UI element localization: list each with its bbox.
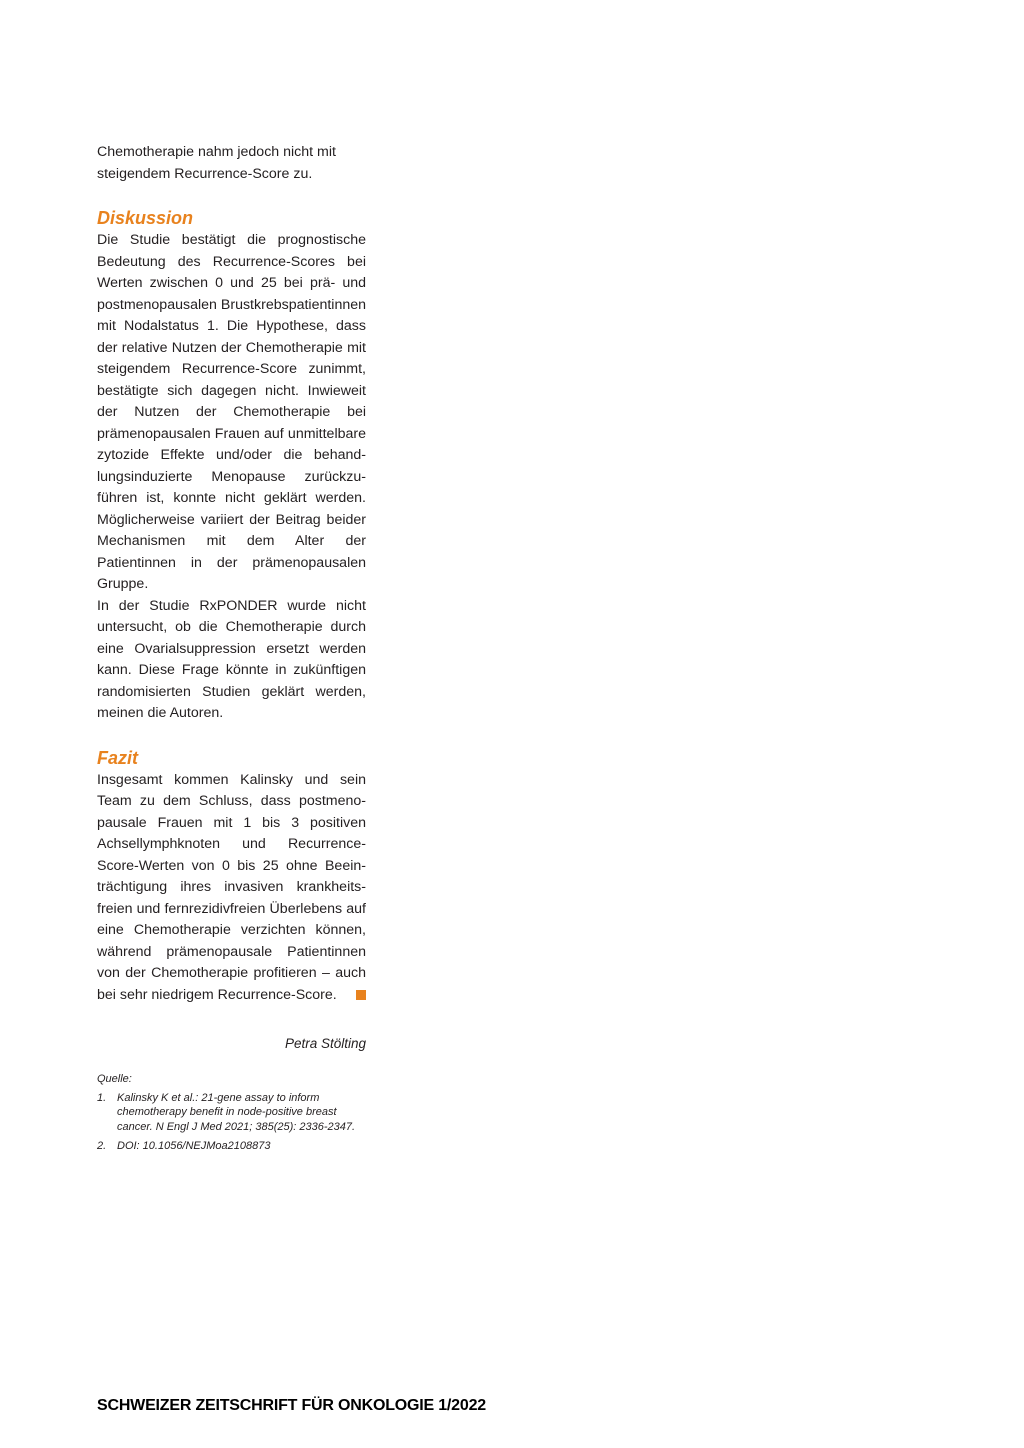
fazit-heading: Fazit (97, 747, 139, 768)
reference-list (97, 1091, 366, 1154)
reference-text: DOI: 10.1056/NEJMoa2108873 (117, 1140, 271, 1152)
sources-label: Quelle: (97, 1073, 132, 1085)
reference-number: 2. (97, 1140, 107, 1152)
diskussion-paragraph-1: Die Studie bestätigt die prognostische Bedeutung des Recurrence-Scores bei Werten zwischen 0 und 25 bei prä- und postmenopausalen Brustkrebspatientinnen mit Nodalstatus 1. Die Hypothese, dass der relative Nutzen der Chemotherapie mit steigendem Recurrence-Score zunimmt, bestätigte sich dagegen nicht. Inwieweit der Nutzen der Chemotherapie bei prämenopausalen Frauen auf unmittelbare zytozide Effekte und/oder die behandlungsinduzierte Menopause zurückzuführen ist, konnte nicht geklärt werden. Möglicherweise variiert der Beitrag beider Mechanismen mit dem Alter der Patientinnen in der prämenopausalen Gruppe. (97, 232, 366, 592)
reference-number: 1. (97, 1091, 107, 1104)
article-column (97, 142, 366, 1159)
diskussion-heading: Diskussion (97, 208, 194, 228)
journal-footer: SCHWEIZER ZEITSCHRIFT FÜR ONKOLOGIE 1/2022 (97, 1397, 486, 1414)
fazit-paragraph (97, 770, 366, 1007)
fazit-paragraph-text: Insgesamt kommen Kalinsky und sein Team zu dem Schluss, dass postmenopausale Frauen mit 1 bis 3 positiven Achsellymphknoten und Recurrence-Score-Werten von 0 bis 25 ohne Beeinträchtigung ihres invasiven krankheitsfreien und fernrezidivfreien Überlebens auf eine Chemotherapie verzichten können, während prämenopausale Patientinnen von der Chemotherapie profitieren – auch bei sehr niedrigem Recurrence-Score. (97, 771, 366, 1003)
author-name: Petra Stölting (284, 1036, 366, 1051)
sources-section (97, 1072, 366, 1154)
diskussion-paragraph-2: In der Studie RxPONDER wurde nicht untersucht, ob die Chemotherapie durch eine Ovarialsuppression ersetzt werden kann. Diese Frage könnte in zukünftigen randomisierten Studien geklärt werden, meinen die Autoren. (97, 597, 366, 721)
reference-item (97, 1139, 366, 1154)
reference-item (97, 1091, 366, 1135)
intro-paragraph: Chemotherapie nahm jedoch nicht mit steigendem Recurrence-Score zu. (97, 144, 336, 182)
end-of-article-square-icon (356, 990, 366, 1000)
reference-text: Kalinsky K et al.: 21-gene assay to inform chemotherapy benefit in node-positive breast cancer. N Engl J Med 2021; 385(25): 2336-2347. (117, 1091, 356, 1133)
fazit-block (97, 769, 366, 1007)
